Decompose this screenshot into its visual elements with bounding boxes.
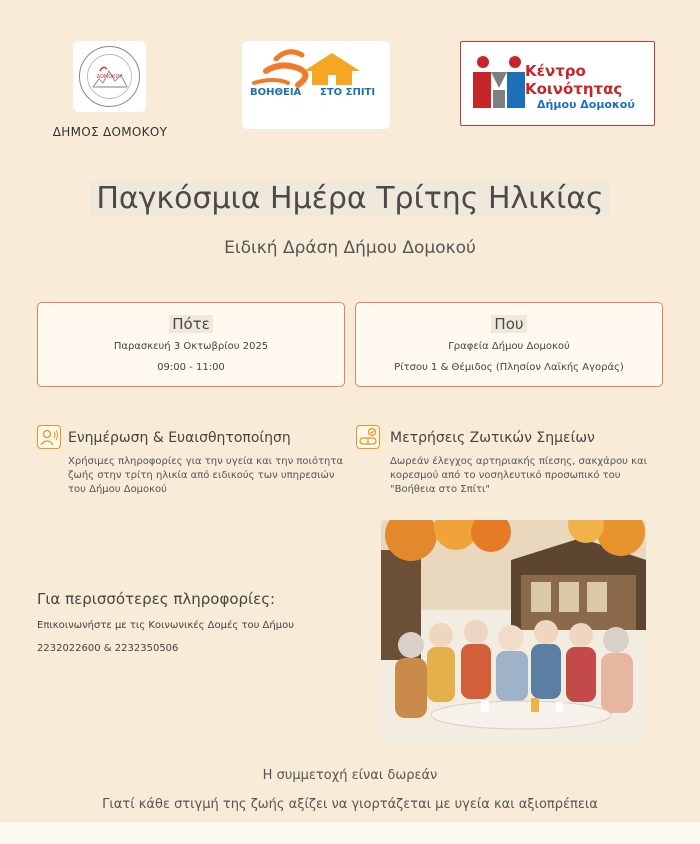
help-at-home-logo xyxy=(242,41,390,129)
free-participation: Η συμμετοχή είναι δωρεάν xyxy=(262,768,438,783)
event-place: Γραφεία Δήμου Δομοκού xyxy=(448,341,570,352)
feature-awareness-line: του Δήμου Δομοκού xyxy=(68,484,167,495)
feature-awareness-title: Ενημέρωση & Ευαισθητοποίηση xyxy=(68,430,291,446)
bottom-strip xyxy=(0,822,700,844)
svg-text:ΔΟΜΟΚΟΥ: ΔΟΜΟΚΟΥ xyxy=(96,74,123,80)
feature-vitals-title: Μετρήσεις Ζωτικών Σημείων xyxy=(390,430,595,446)
help-logo-text-left: ΒΟΗΘΕΙΑ xyxy=(250,87,302,98)
help-logo-text-right: ΣΤΟ ΣΠΙΤΙ xyxy=(320,87,376,98)
feature-awareness-line: Χρήσιμες πληροφορίες για την υγεία και την ποιότητα xyxy=(68,456,343,467)
person-speaking-icon xyxy=(37,425,61,449)
info-phones: 2232022600 & 2232350506 xyxy=(37,643,179,654)
when-heading xyxy=(38,315,344,333)
municipality-caption: ΔΗΜΟΣ ΔΟΜΟΚΟΥ xyxy=(52,125,168,139)
info-title: Για περισσότερες πληροφορίες: xyxy=(37,590,276,608)
community-center-logo xyxy=(460,41,655,126)
feature-vitals-line: "Βοήθεια στο Σπίτι" xyxy=(390,484,490,495)
feature-awareness-line: ζωής στην τρίτη ηλικία από ειδικούς των υπηρεσιών xyxy=(68,470,335,481)
kk-logo-line1: Κέντρο xyxy=(525,62,586,80)
feature-awareness-description xyxy=(68,455,358,497)
page-subtitle: Ειδική Δράση Δήμου Δομοκού xyxy=(224,238,476,258)
feature-vitals-line: κορεσμού από το νοσηλευτικό προσωπικό του xyxy=(390,470,621,481)
when-card xyxy=(37,302,345,387)
where-card xyxy=(355,302,663,387)
kk-logo-line2: Κοινότητας xyxy=(525,80,623,98)
where-heading xyxy=(356,315,662,333)
seniors-illustration xyxy=(381,520,646,744)
feature-vitals-line: Δωρεάν έλεγχος αρτηριακής πίεσης, σακχάρου και xyxy=(390,456,648,467)
when-heading-text: Πότε xyxy=(169,315,213,333)
event-time: 09:00 - 11:00 xyxy=(157,362,225,373)
info-contact: Επικοινωνήστε με τις Κοινωνικές Δομές του Δήμου xyxy=(37,620,295,631)
event-address: Ρίτσου 1 & Θέμιδος (Πλησίον Λαϊκής Αγοράς) xyxy=(394,362,624,373)
feature-vitals-description xyxy=(390,455,660,497)
event-date: Παρασκευή 3 Οκτωβρίου 2025 xyxy=(113,341,269,352)
where-heading-text: Που xyxy=(491,315,526,333)
page-title xyxy=(0,181,700,216)
kk-logo-line3: Δήμου Δομοκού xyxy=(537,98,635,111)
municipality-logo xyxy=(73,41,146,112)
closing-statement: Γιατί κάθε στιγμή της ζωής αξίζει να γιορτάζεται με υγεία και αξιοπρέπεια xyxy=(102,797,598,812)
medical-check-icon xyxy=(356,425,380,449)
page-title-text: Παγκόσμια Ημέρα Τρίτης Ηλικίας xyxy=(90,181,609,216)
